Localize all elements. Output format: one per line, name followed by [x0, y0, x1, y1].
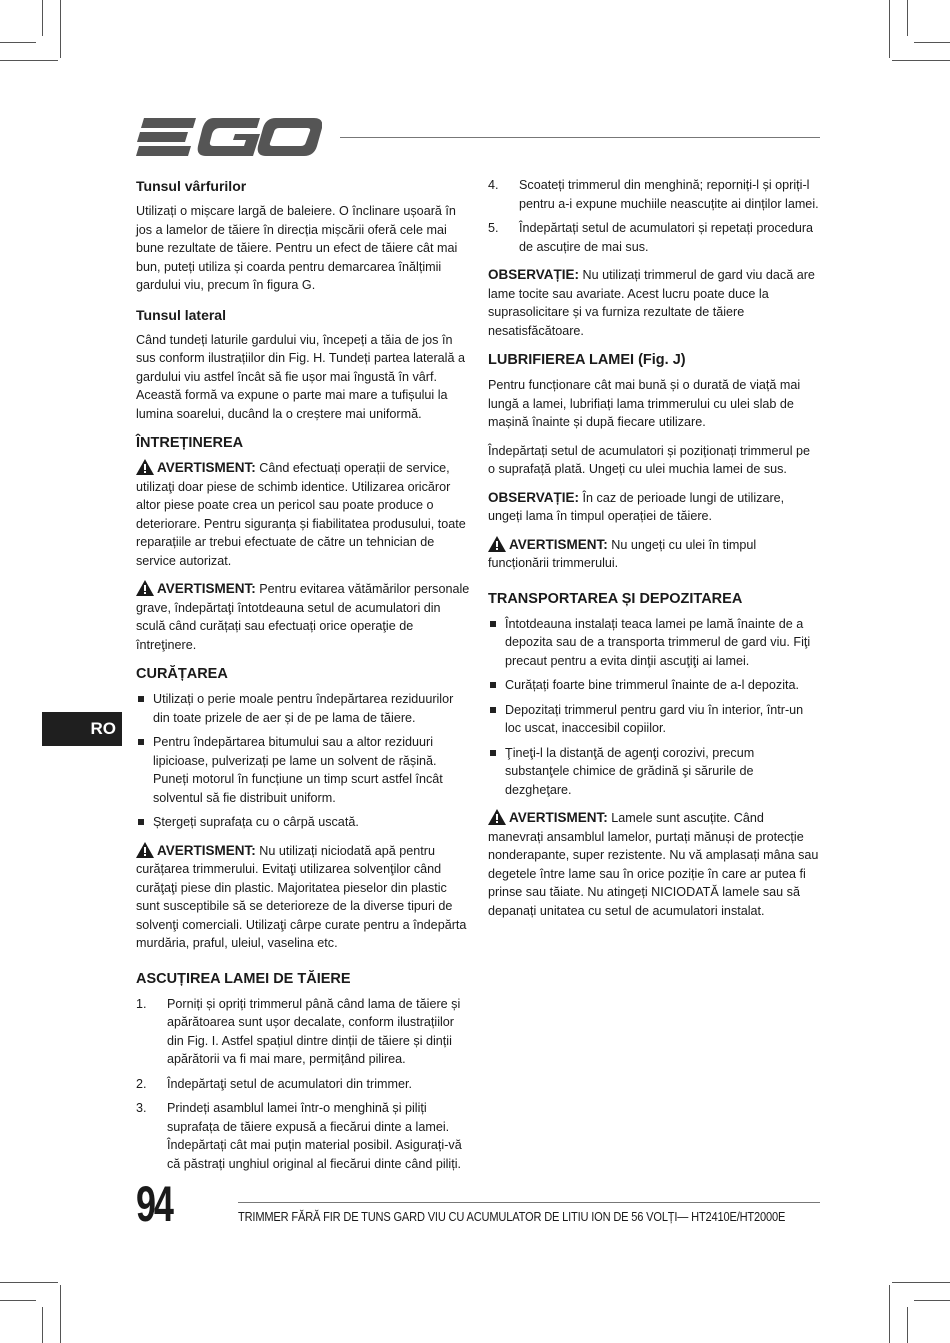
- warning-text: Nu utilizați niciodată apă pentru curățarea trimmerului. Evitaţi utilizarea solvenţilor când curăţaţi piese din plastic. Majoritatea pieselor din plastic sunt susceptibile să se deterioreze de la diverse tipuri de solvenţi comerciali. Utilizaţi cârpe curate pentru a îndepărta murdăria, praful, uleiul, vaselina etc.: [136, 843, 467, 950]
- crop-mark: [907, 0, 908, 36]
- crop-mark: [42, 1307, 43, 1343]
- warning-label: AVERTISMENT:: [509, 810, 608, 825]
- warning-label: AVERTISMENT:: [157, 842, 256, 858]
- note-label: OBSERVAȚIE:: [488, 489, 580, 505]
- header-rule: [340, 137, 820, 138]
- list-item: [136, 995, 472, 1069]
- sharpening-list-continued: [488, 176, 820, 256]
- crop-mark: [889, 0, 890, 58]
- right-column: [488, 176, 820, 930]
- paragraph-lubrication-2: Îndepărtați setul de acumulatori și poziționați trimmerul pe o suprafață plată. Ungeți cu ulei muchia lamei de sus.: [488, 443, 810, 476]
- section-title-cleaning: CURĂȚAREA: [136, 666, 228, 682]
- crop-mark: [889, 1285, 890, 1343]
- section-title-maintenance: ÎNTREȚINEREA: [136, 435, 244, 451]
- list-item: Curățați foarte bine trimmerul înainte de a-l depozita.: [488, 676, 820, 695]
- list-number: 4.: [488, 178, 499, 192]
- footer-title: TRIMMER FĂRĂ FIR DE TUNS GARD VIU CU ACUMULATOR DE LITIU ION DE 56 VOLȚI— HT2410E/HT2000E: [238, 1210, 786, 1224]
- note-text: În caz de perioade lungi de utilizare, ungeți lama în timpul operației de tăiere.: [488, 490, 785, 523]
- note-dull-blades: [488, 266, 820, 340]
- crop-mark: [892, 1282, 950, 1283]
- section-title-lubrication: LUBRIFIEREA LAMEI (Fig. J): [488, 352, 686, 368]
- crop-mark: [60, 1285, 61, 1343]
- list-item: [136, 1075, 472, 1094]
- footer-rule: [238, 1202, 820, 1203]
- section-title-transport-storage: TRANSPORTAREA ȘI DEPOZITAREA: [488, 590, 743, 607]
- note-text: Nu utilizați trimmerul de gard viu dacă are lame tocite sau avariate. Acest lucru poate duce la suprasolicitare și va furniza rezultate de tăiere nesatisfăcătoare.: [488, 268, 815, 338]
- ego-logo: [136, 116, 322, 160]
- cleaning-list: [136, 690, 472, 832]
- note-label: OBSERVAȚIE:: [488, 267, 580, 282]
- paragraph-lubrication-1: Pentru funcționare cât mai bună și o durată de viață mai lungă a lamei, lubrifiați lama trimmerului cu ulei slab de mașină înainte și după fiecare utilizare.: [488, 378, 801, 429]
- transport-list: [488, 615, 820, 800]
- list-item: Pentru îndepărtarea bitumului sau a altor reziduuri lipicioase, pulverizați pe lame un solvent de rășină. Puneți motorul în funcțiune un timp scurt astfel încât solventul să fie distribuit uniform.: [136, 733, 472, 807]
- list-number: 2.: [136, 1076, 147, 1091]
- list-number: 5.: [488, 221, 499, 235]
- crop-mark: [0, 42, 36, 43]
- list-text: Îndepărtați setul de acumulatori și repetați procedura de ascuțire de mai sus.: [519, 221, 814, 254]
- left-column: [136, 176, 472, 1183]
- list-item: [488, 219, 820, 256]
- warning-triangle-icon: [136, 459, 154, 475]
- warning-text: Când efectuați operații de service, utilizaţi doar piese de schimb identice. Utilizarea oricăror altor piese poate crea un pericol sau poate produce o deteriorare. Pentru siguranța și fiabilitatea produsului, toate reparațiile ar trebui efectuate de către un tehnician de service autorizat.: [136, 461, 466, 568]
- list-number: 3.: [136, 1101, 147, 1115]
- warning-text: Nu ungeți cu ulei în timpul funcționării trimmerului.: [488, 537, 757, 570]
- crop-mark: [0, 1300, 36, 1301]
- list-item: Ștergeți suprafața cu o cârpă uscată.: [136, 813, 472, 832]
- warning-triangle-icon: [136, 580, 154, 596]
- list-item: Utilizați o perie moale pentru îndepărtarea reziduurilor din toate prizele de aer și de pe lama de tăiere.: [136, 690, 472, 727]
- warning-service: [136, 459, 472, 570]
- list-text: Îndepărtaţi setul de acumulatori din trimmer.: [167, 1076, 412, 1091]
- warning-label: AVERTISMENT:: [157, 460, 256, 475]
- list-item: Întotdeauna instalați teaca lamei pe lamă înainte de a depozita sau de a transporta trimmerul de gard viu. Fiţi precaut pentru a evita dinţii ascuţiţi ai lamei.: [488, 615, 820, 671]
- crop-mark: [914, 42, 950, 43]
- section-title-top-trimming: Tunsul vârfurilor: [136, 178, 247, 194]
- warning-triangle-icon: [136, 842, 154, 858]
- list-item: Depozitați trimmerul pentru gard viu în interior, într-un loc uscat, inaccesibil copiilor.: [488, 701, 820, 738]
- page-number: 94: [136, 1176, 172, 1232]
- warning-no-water: [136, 842, 472, 953]
- list-item: [488, 176, 820, 213]
- paragraph-top-trimming: Utilizați o mișcare largă de baleiere. O înclinare ușoară în jos a lamelor de tăiere în direcția mișcării oferă cele mai bune rezultate de tăiere. Pentru un efect de tăiere cât mai bun, puteți utiliza și coarda pentru demarcarea înălțimii gardului viu, precum în figura G.: [136, 204, 458, 292]
- warning-label: AVERTISMENT:: [509, 536, 608, 552]
- warning-no-oil-running: [488, 536, 820, 573]
- crop-mark: [914, 1300, 950, 1301]
- crop-mark: [0, 60, 58, 61]
- warning-label: AVERTISMENT:: [157, 581, 256, 596]
- crop-mark: [60, 0, 61, 58]
- crop-mark: [0, 1282, 58, 1283]
- warning-triangle-icon: [488, 809, 506, 825]
- paragraph-side-trimming: Când tundeți laturile gardului viu, începeți a tăia de jos în sus conform ilustrațiilor din Fig. H. Tundeți partea laterală a gardului viu astfel încât să fie ușor mai îngustă în vârf. Această formă va expune o parte mai mare a tufișului la lumina soarelui, ducând la o creștere mai uniformă.: [136, 332, 465, 421]
- section-title-side-trimming: Tunsul lateral: [136, 306, 226, 323]
- warning-remove-battery: [136, 580, 472, 654]
- warning-text: Lamele sunt ascuțite. Când manevrați ansamblul lamelor, purtați mănuși de protecție nonderapante, super rezistente. Nu vă amplasați mâna sau degetele între lame sau în orice poziție în care ar putea fi prinse sau tăiate. Nu atingeți NICIODATĂ lamele sau să depanați unitatea cu setul de acumulatori instalat.: [488, 811, 819, 918]
- crop-mark: [42, 0, 43, 36]
- crop-mark: [892, 60, 950, 61]
- warning-text: Pentru evitarea vătămărilor personale grave, îndepărtaţi întotdeauna setul de acumulatori din sculă când curățați sau efectuați orice operaţie de întreţinere.: [136, 582, 470, 652]
- list-text: Scoateți trimmerul din menghină; reporniți-l și opriți-l pentru a-i expune muchiile neascuțite ai dinților lamei.: [519, 178, 819, 211]
- language-tab: RO: [42, 712, 122, 746]
- crop-mark: [907, 1307, 908, 1343]
- sharpening-list: [136, 995, 472, 1174]
- warning-triangle-icon: [488, 536, 506, 552]
- list-item: Ţineţi-l la distanţă de agenţi corozivi, precum substanţele chimice de grădină şi sărurile de dezgheţare.: [488, 744, 820, 800]
- list-item: [136, 1099, 472, 1173]
- list-text: Porniți și opriți trimmerul până când lama de tăiere și apărătoarea sunt ușor decalate, conform ilustrațiilor din Fig. I. Astfel spațiul dintre dinții de tăiere și dinții apărătorii va fi mai mare, permițând pilirea.: [167, 996, 461, 1066]
- section-title-sharpening: ASCUȚIREA LAMEI DE TĂIERE: [136, 970, 351, 987]
- list-text: Prindeți asamblul lamei într-o menghină și piliți suprafața de tăiere expusă a fiecărui dinte a lamei. Îndepărtați cât mai puțin material posibil. Asigurați-vă că păstrați unghiul original al fiecărui dinte când piliți.: [167, 1101, 462, 1171]
- warning-sharp-blades: [488, 809, 820, 920]
- note-long-use: [488, 489, 820, 526]
- list-number: 1.: [136, 996, 147, 1011]
